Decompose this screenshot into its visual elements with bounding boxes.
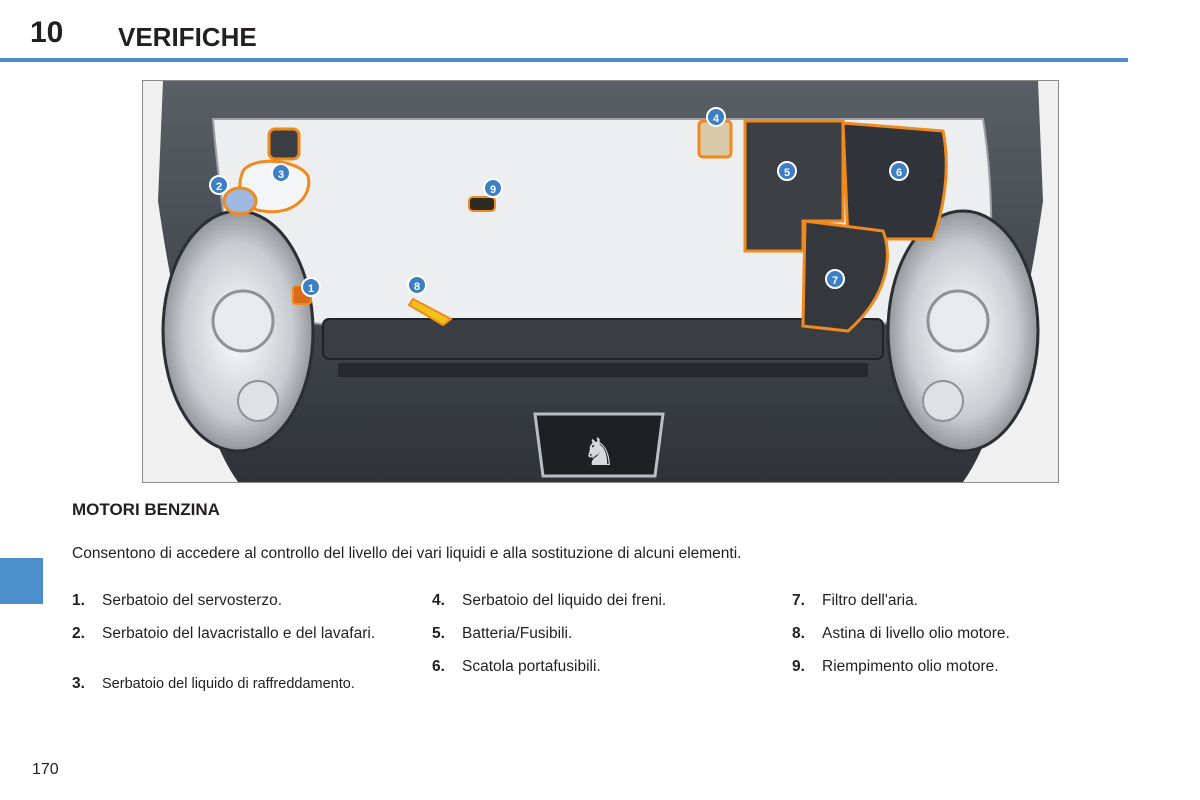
- badge-1: [302, 278, 320, 296]
- item-text: Astina di livello olio motore.: [822, 625, 1010, 642]
- front-panel: [338, 363, 868, 377]
- svg-text:7: 7: [831, 275, 839, 287]
- item-number: 2.: [72, 625, 85, 642]
- badge-7: [826, 270, 844, 288]
- badge-3: [272, 164, 290, 182]
- coolant-cap: [269, 129, 299, 159]
- engine-bay-figure: [142, 80, 1059, 483]
- item-number: 5.: [432, 625, 445, 642]
- svg-text:5: 5: [783, 167, 791, 179]
- oil-filler-cap: [469, 197, 495, 211]
- page-number: 170: [32, 761, 59, 778]
- item-number: 6.: [432, 658, 445, 675]
- item-text: Serbatoio del lavacristallo e del lavafari.: [102, 625, 376, 642]
- item-text: Serbatoio del servosterzo.: [102, 592, 283, 609]
- badge-6: [890, 162, 908, 180]
- item-number: 4.: [432, 592, 445, 609]
- svg-text:8: 8: [413, 281, 421, 293]
- svg-text:1: 1: [307, 283, 315, 295]
- svg-text:9: 9: [489, 184, 497, 196]
- fusebox-outline: [843, 123, 946, 239]
- header-rule: [0, 58, 1128, 62]
- item-text: Serbatoio del liquido di raffreddamento.: [102, 676, 355, 692]
- svg-text:6: 6: [895, 167, 903, 179]
- item-text: Filtro dell'aria.: [822, 592, 918, 609]
- svg-text:2: 2: [215, 181, 223, 193]
- cowl-panel: [323, 319, 883, 359]
- badge-4: [707, 108, 725, 126]
- item-text: Serbatoio del liquido dei freni.: [462, 592, 667, 609]
- item-number: 3.: [72, 675, 85, 692]
- item-text: Batteria/Fusibili.: [462, 625, 573, 642]
- intro-text: Consentono di accedere al controllo del livello dei vari liquidi e alla sostituzione di alcuni elementi.: [72, 545, 742, 562]
- badge-9: [484, 179, 502, 197]
- item-number: 9.: [792, 658, 805, 675]
- item-number: 8.: [792, 625, 805, 642]
- chapter-title: VERIFICHE: [118, 22, 257, 52]
- chapter-number: 10: [30, 16, 64, 49]
- badge-5: [778, 162, 796, 180]
- item-number: 1.: [72, 592, 85, 609]
- svg-text:4: 4: [712, 113, 720, 125]
- washer-reservoir-cap: [224, 188, 256, 214]
- peugeot-lion-logo: ♞: [581, 430, 617, 474]
- badge-8: [408, 276, 426, 294]
- item-number: 7.: [792, 592, 805, 609]
- section-title: MOTORI BENZINA: [72, 500, 220, 519]
- item-text: Scatola portafusibili.: [462, 658, 601, 675]
- item-text: Riempimento olio motore.: [822, 658, 999, 675]
- chapter-side-tab: [0, 558, 43, 604]
- badge-2: [210, 176, 228, 194]
- svg-text:3: 3: [277, 169, 285, 181]
